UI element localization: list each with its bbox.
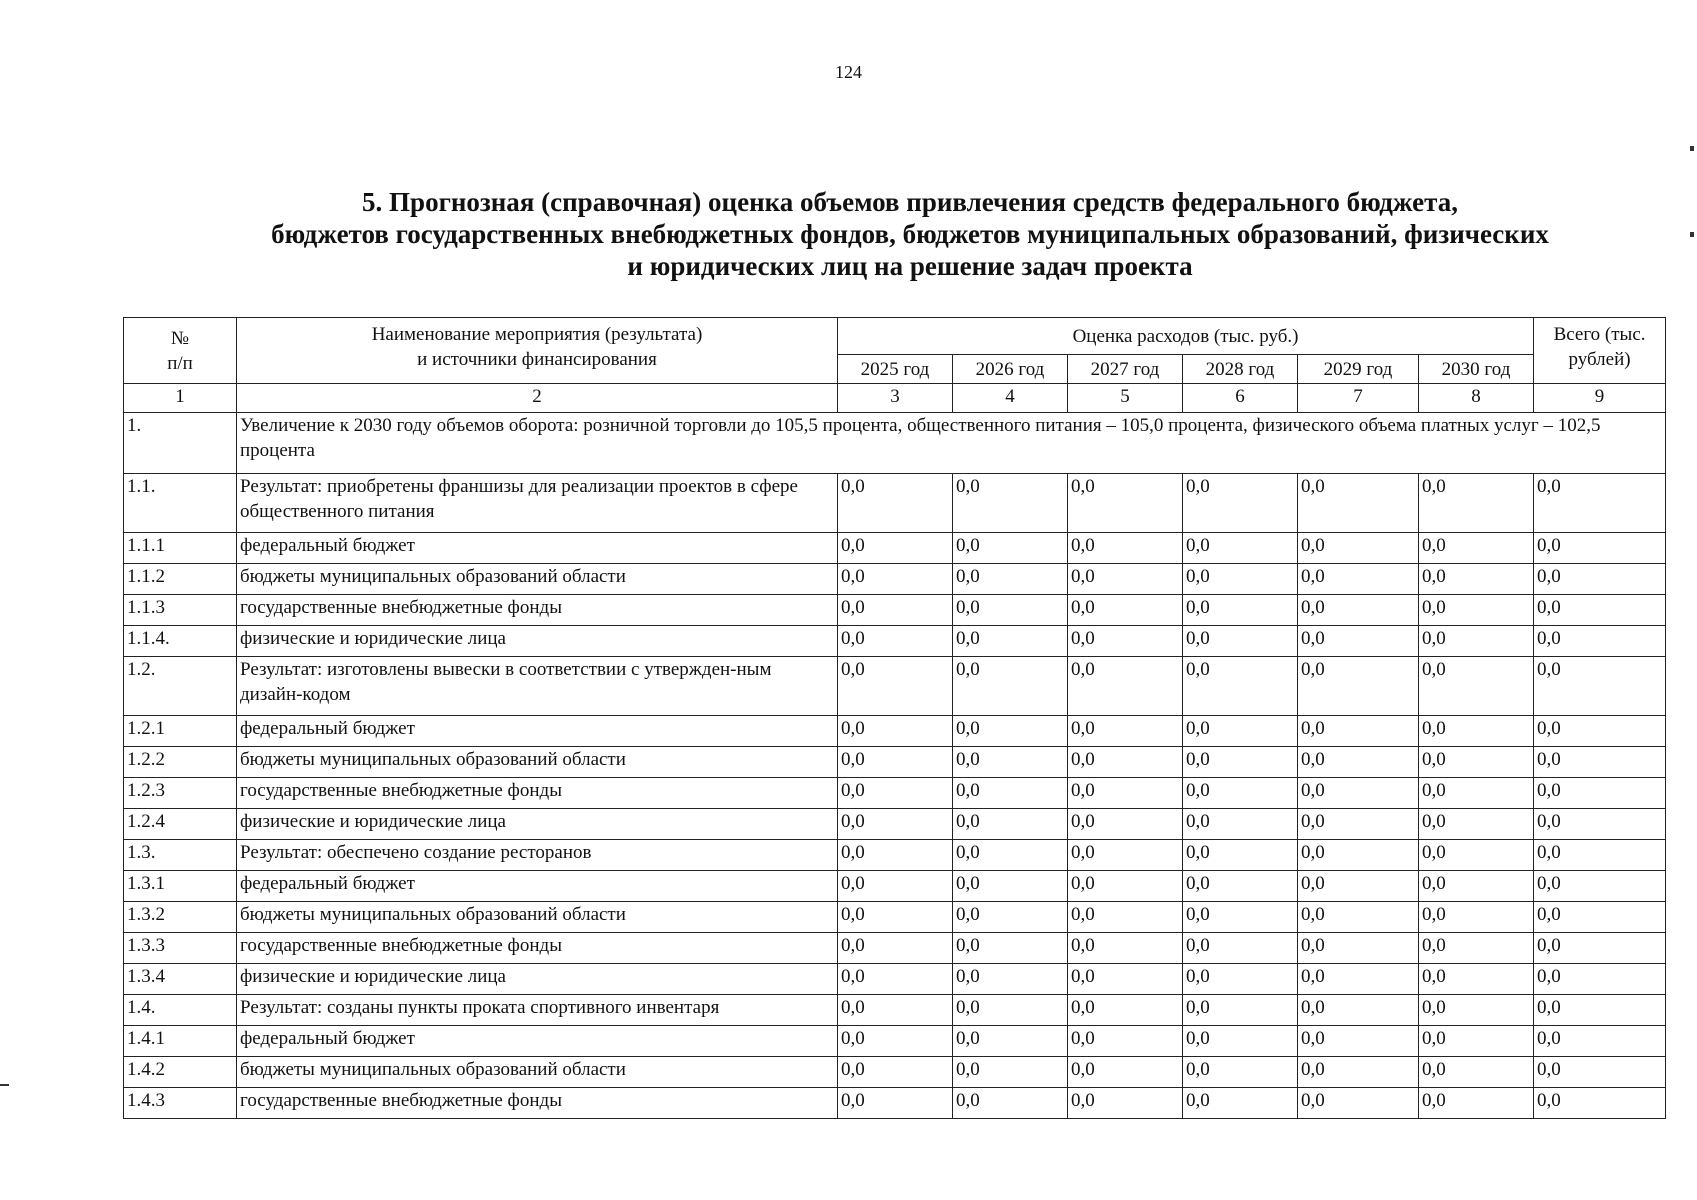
header-year: 2027 год [1068, 355, 1183, 384]
row-number: 1.1.3 [124, 595, 237, 626]
row-year-value: 0,0 [1298, 902, 1419, 933]
row-name: Результат: обеспечено создание ресторанов [237, 840, 838, 871]
result-row [124, 657, 1666, 716]
row-number: 1.1.1 [124, 533, 237, 564]
row-year-value: 0,0 [1419, 1057, 1534, 1088]
row-year-value: 0,0 [1419, 564, 1534, 595]
row-name: бюджеты муниципальных образований области [237, 902, 838, 933]
row-year-value: 0,0 [1068, 933, 1183, 964]
row-year-value: 0,0 [1298, 871, 1419, 902]
header-year: 2028 год [1183, 355, 1298, 384]
row-year-value: 0,0 [1419, 474, 1534, 533]
source-row [124, 595, 1666, 626]
row-total-value: 0,0 [1534, 933, 1666, 964]
row-year-value: 0,0 [1419, 747, 1534, 778]
edge-mark-right [1690, 146, 1694, 151]
row-total-value: 0,0 [1534, 716, 1666, 747]
row-year-value: 0,0 [953, 1057, 1068, 1088]
row-name: федеральный бюджет [237, 533, 838, 564]
row-year-value: 0,0 [1068, 626, 1183, 657]
row-year-value: 0,0 [1183, 1026, 1298, 1057]
row-year-value: 0,0 [1419, 716, 1534, 747]
row-year-value: 0,0 [1298, 564, 1419, 595]
edge-mark-right [1690, 232, 1694, 237]
row-year-value: 0,0 [1068, 747, 1183, 778]
row-year-value: 0,0 [953, 1026, 1068, 1057]
source-row [124, 626, 1666, 657]
row-name: бюджеты муниципальных образований области [237, 564, 838, 595]
table-header [124, 318, 1666, 413]
row-year-value: 0,0 [838, 933, 953, 964]
row-year-value: 0,0 [1183, 995, 1298, 1026]
row-year-value: 0,0 [1068, 964, 1183, 995]
row-number: 1.1.2 [124, 564, 237, 595]
row-total-value: 0,0 [1534, 474, 1666, 533]
row-year-value: 0,0 [1183, 564, 1298, 595]
row-number: 1.2.3 [124, 778, 237, 809]
row-year-value: 0,0 [1419, 1026, 1534, 1057]
row-year-value: 0,0 [1298, 933, 1419, 964]
row-year-value: 0,0 [1298, 657, 1419, 716]
row-year-value: 0,0 [953, 778, 1068, 809]
row-year-value: 0,0 [953, 747, 1068, 778]
row-year-value: 0,0 [1298, 840, 1419, 871]
row-year-value: 0,0 [1298, 747, 1419, 778]
header-name [237, 318, 838, 384]
header-total-line-1: Всего (тыс. [1553, 324, 1646, 345]
row-year-value: 0,0 [838, 747, 953, 778]
row-year-value: 0,0 [1298, 1026, 1419, 1057]
source-row [124, 933, 1666, 964]
row-number: 1.4.2 [124, 1057, 237, 1088]
header-year: 2025 год [838, 355, 953, 384]
row-year-value: 0,0 [838, 964, 953, 995]
document-title [120, 186, 1697, 282]
source-row [124, 964, 1666, 995]
source-row [124, 902, 1666, 933]
row-year-value: 0,0 [1419, 595, 1534, 626]
column-index: 3 [838, 384, 953, 413]
row-year-value: 0,0 [1419, 933, 1534, 964]
row-year-value: 0,0 [1183, 1088, 1298, 1119]
row-year-value: 0,0 [1183, 840, 1298, 871]
column-index: 6 [1183, 384, 1298, 413]
row-year-value: 0,0 [953, 840, 1068, 871]
column-index: 7 [1298, 384, 1419, 413]
row-year-value: 0,0 [1183, 657, 1298, 716]
row-year-value: 0,0 [838, 564, 953, 595]
row-year-value: 0,0 [838, 809, 953, 840]
source-row [124, 716, 1666, 747]
row-year-value: 0,0 [953, 871, 1068, 902]
row-year-value: 0,0 [1183, 716, 1298, 747]
source-row [124, 564, 1666, 595]
result-row [124, 995, 1666, 1026]
row-year-value: 0,0 [1419, 626, 1534, 657]
row-name: государственные внебюджетные фонды [237, 1088, 838, 1119]
row-year-value: 0,0 [1068, 871, 1183, 902]
row-year-value: 0,0 [838, 1026, 953, 1057]
row-number: 1.4.1 [124, 1026, 237, 1057]
row-year-value: 0,0 [1068, 533, 1183, 564]
row-number: 1.4. [124, 995, 237, 1026]
header-number-line-1: № [170, 327, 190, 349]
row-year-value: 0,0 [1068, 716, 1183, 747]
funding-table [123, 317, 1666, 1119]
row-name: государственные внебюджетные фонды [237, 933, 838, 964]
source-row [124, 809, 1666, 840]
column-index: 8 [1419, 384, 1534, 413]
row-year-value: 0,0 [1068, 840, 1183, 871]
header-total-line-2: рублей) [1568, 349, 1631, 370]
row-name: бюджеты муниципальных образований области [237, 747, 838, 778]
row-year-value: 0,0 [838, 1057, 953, 1088]
row-total-value: 0,0 [1534, 747, 1666, 778]
row-year-value: 0,0 [838, 626, 953, 657]
row-number: 1.3.1 [124, 871, 237, 902]
row-number: 1.2.1 [124, 716, 237, 747]
row-year-value: 0,0 [1183, 778, 1298, 809]
row-year-value: 0,0 [1068, 595, 1183, 626]
row-year-value: 0,0 [1183, 595, 1298, 626]
row-name: Результат: приобретены франшизы для реализации проектов в сфере общественного питания [237, 474, 838, 533]
row-total-value: 0,0 [1534, 871, 1666, 902]
header-name-line-2: и источники финансирования [417, 349, 657, 370]
row-year-value: 0,0 [1068, 564, 1183, 595]
row-year-value: 0,0 [1298, 595, 1419, 626]
row-year-value: 0,0 [838, 657, 953, 716]
row-name: физические и юридические лица [237, 626, 838, 657]
row-total-value: 0,0 [1534, 1088, 1666, 1119]
row-year-value: 0,0 [953, 716, 1068, 747]
row-name: федеральный бюджет [237, 1026, 838, 1057]
row-year-value: 0,0 [1419, 809, 1534, 840]
row-year-value: 0,0 [1419, 778, 1534, 809]
result-row [124, 474, 1666, 533]
header-total [1534, 318, 1666, 384]
row-name: государственные внебюджетные фонды [237, 595, 838, 626]
row-year-value: 0,0 [953, 995, 1068, 1026]
row-year-value: 0,0 [1068, 657, 1183, 716]
row-year-value: 0,0 [953, 474, 1068, 533]
row-total-value: 0,0 [1534, 564, 1666, 595]
row-name: физические и юридические лица [237, 809, 838, 840]
header-number [124, 318, 237, 384]
column-index: 2 [237, 384, 838, 413]
row-number: 1.3. [124, 840, 237, 871]
row-year-value: 0,0 [1183, 964, 1298, 995]
header-year: 2029 год [1298, 355, 1419, 384]
row-total-value: 0,0 [1534, 533, 1666, 564]
source-row [124, 1026, 1666, 1057]
row-year-value: 0,0 [953, 626, 1068, 657]
row-year-value: 0,0 [1298, 809, 1419, 840]
row-name: Результат: созданы пункты проката спортивного инвентаря [237, 995, 838, 1026]
row-year-value: 0,0 [838, 1088, 953, 1119]
row-number: 1.3.3 [124, 933, 237, 964]
column-index: 9 [1534, 384, 1666, 413]
row-year-value: 0,0 [1298, 1057, 1419, 1088]
row-year-value: 0,0 [1419, 902, 1534, 933]
row-year-value: 0,0 [1298, 533, 1419, 564]
row-year-value: 0,0 [1419, 964, 1534, 995]
row-total-value: 0,0 [1534, 657, 1666, 716]
goal-row [124, 413, 1666, 474]
row-year-value: 0,0 [953, 657, 1068, 716]
column-index: 5 [1068, 384, 1183, 413]
title-line-2: бюджетов государственных внебюджетных фондов, бюджетов муниципальных образований, физических [271, 219, 1549, 249]
row-year-value: 0,0 [838, 595, 953, 626]
row-year-value: 0,0 [838, 474, 953, 533]
row-year-value: 0,0 [1068, 902, 1183, 933]
table-body [124, 413, 1666, 1119]
row-year-value: 0,0 [1419, 533, 1534, 564]
row-number: 1.3.2 [124, 902, 237, 933]
source-row [124, 871, 1666, 902]
title-line-1: 5. Прогнозная (справочная) оценка объемов привлечения средств федерального бюджета, [362, 187, 1458, 217]
source-row [124, 1057, 1666, 1088]
row-number: 1.4.3 [124, 1088, 237, 1119]
header-estimate: Оценка расходов (тыс. руб.) [838, 318, 1534, 355]
row-year-value: 0,0 [1419, 995, 1534, 1026]
header-year: 2030 год [1419, 355, 1534, 384]
row-year-value: 0,0 [953, 809, 1068, 840]
row-year-value: 0,0 [953, 902, 1068, 933]
column-index: 4 [953, 384, 1068, 413]
row-year-value: 0,0 [1183, 747, 1298, 778]
row-number: 1.1. [124, 474, 237, 533]
row-year-value: 0,0 [953, 595, 1068, 626]
row-year-value: 0,0 [1298, 995, 1419, 1026]
row-year-value: 0,0 [838, 716, 953, 747]
header-year: 2026 год [953, 355, 1068, 384]
row-year-value: 0,0 [1068, 995, 1183, 1026]
row-year-value: 0,0 [953, 564, 1068, 595]
goal-text: Увеличение к 2030 году объемов оборота: розничной торговли до 105,5 процента, общественного питания – 105,0 процента, физического объема платных услуг – 102,5 процента [237, 413, 1666, 474]
row-year-value: 0,0 [1068, 809, 1183, 840]
row-year-value: 0,0 [1298, 1088, 1419, 1119]
row-name: Результат: изготовлены вывески в соответствии с утвержден-ным дизайн-кодом [237, 657, 838, 716]
row-year-value: 0,0 [838, 871, 953, 902]
row-year-value: 0,0 [1419, 657, 1534, 716]
row-total-value: 0,0 [1534, 595, 1666, 626]
row-year-value: 0,0 [953, 933, 1068, 964]
row-name: федеральный бюджет [237, 716, 838, 747]
source-row [124, 747, 1666, 778]
row-year-value: 0,0 [1183, 626, 1298, 657]
row-year-value: 0,0 [1068, 474, 1183, 533]
row-number: 1.3.4 [124, 964, 237, 995]
row-year-value: 0,0 [838, 902, 953, 933]
row-year-value: 0,0 [1298, 778, 1419, 809]
row-year-value: 0,0 [953, 964, 1068, 995]
column-index: 1 [124, 384, 237, 413]
source-row [124, 533, 1666, 564]
row-number: 1.2.4 [124, 809, 237, 840]
source-row [124, 1088, 1666, 1119]
row-year-value: 0,0 [1298, 626, 1419, 657]
row-year-value: 0,0 [1298, 474, 1419, 533]
row-year-value: 0,0 [1298, 964, 1419, 995]
page-number: 124 [835, 62, 862, 82]
row-year-value: 0,0 [1068, 1088, 1183, 1119]
row-total-value: 0,0 [1534, 840, 1666, 871]
row-year-value: 0,0 [953, 1088, 1068, 1119]
goal-number: 1. [124, 413, 237, 474]
row-total-value: 0,0 [1534, 809, 1666, 840]
row-year-value: 0,0 [1183, 933, 1298, 964]
edge-mark-left [0, 1084, 9, 1086]
row-year-value: 0,0 [1183, 533, 1298, 564]
header-number-line-2: п/п [167, 352, 193, 374]
header-name-line-1: Наименование мероприятия (результата) [371, 324, 703, 345]
row-number: 1.2. [124, 657, 237, 716]
title-line-3: и юридических лиц на решение задач проекта [627, 251, 1193, 281]
row-year-value: 0,0 [1068, 778, 1183, 809]
row-name: физические и юридические лица [237, 964, 838, 995]
row-year-value: 0,0 [1183, 1057, 1298, 1088]
row-year-value: 0,0 [1068, 1026, 1183, 1057]
row-year-value: 0,0 [1419, 1088, 1534, 1119]
row-year-value: 0,0 [953, 533, 1068, 564]
row-year-value: 0,0 [1298, 716, 1419, 747]
row-year-value: 0,0 [1419, 840, 1534, 871]
row-year-value: 0,0 [1183, 474, 1298, 533]
row-year-value: 0,0 [1419, 871, 1534, 902]
row-total-value: 0,0 [1534, 626, 1666, 657]
row-year-value: 0,0 [838, 533, 953, 564]
row-number: 1.1.4. [124, 626, 237, 657]
row-year-value: 0,0 [1183, 809, 1298, 840]
row-name: государственные внебюджетные фонды [237, 778, 838, 809]
source-row [124, 778, 1666, 809]
row-total-value: 0,0 [1534, 964, 1666, 995]
row-total-value: 0,0 [1534, 902, 1666, 933]
row-year-value: 0,0 [838, 995, 953, 1026]
row-total-value: 0,0 [1534, 1026, 1666, 1057]
result-row [124, 840, 1666, 871]
row-year-value: 0,0 [1183, 902, 1298, 933]
row-total-value: 0,0 [1534, 1057, 1666, 1088]
row-total-value: 0,0 [1534, 778, 1666, 809]
row-total-value: 0,0 [1534, 995, 1666, 1026]
row-name: бюджеты муниципальных образований области [237, 1057, 838, 1088]
row-year-value: 0,0 [838, 840, 953, 871]
row-number: 1.2.2 [124, 747, 237, 778]
row-year-value: 0,0 [1068, 1057, 1183, 1088]
row-year-value: 0,0 [838, 778, 953, 809]
row-year-value: 0,0 [1183, 871, 1298, 902]
row-name: федеральный бюджет [237, 871, 838, 902]
